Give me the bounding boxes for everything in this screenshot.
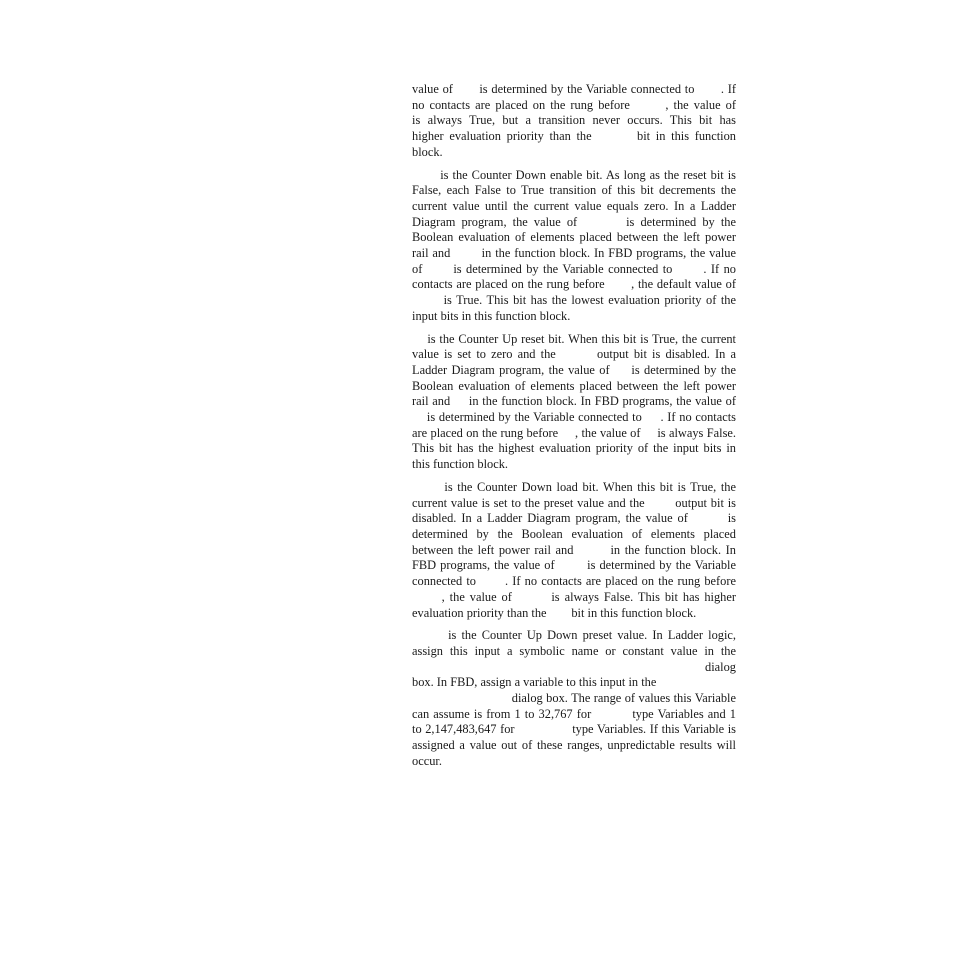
paragraph-preset-value <box>412 628 736 769</box>
text-line: Boolean evaluation of elements placed between the left power <box>412 230 736 245</box>
text-line: are placed on the rung before , the value of is always False. <box>412 425 736 440</box>
text-line: is the Counter Up Down preset value. In Ladder logic, <box>412 628 736 643</box>
paragraph-load-bit <box>412 480 736 621</box>
text-line: is determined by the Variable connected to . If no contacts <box>412 410 736 425</box>
text-line: occur. <box>412 753 442 768</box>
text-line: to 2,147,483,647 for type Variables. If this Variable is <box>412 722 736 737</box>
text-column <box>412 82 736 777</box>
paragraph-count-up-input <box>412 82 736 161</box>
text-line: Boolean evaluation of elements placed between the left power <box>412 378 736 393</box>
text-line: this function block. <box>412 457 509 472</box>
text-line: value of is determined by the Variable connected to . If <box>412 82 736 96</box>
text-line: is always True, but a transition never occurs. This bit has <box>412 113 736 128</box>
text-line: contacts are placed on the rung before , the default value of <box>412 277 736 292</box>
text-line: input bits in this function block. <box>412 308 571 323</box>
paragraph-reset-bit <box>412 332 736 473</box>
text-line: between the left power rail and in the function block. In <box>412 542 736 557</box>
text-line: False, each False to True transition of this bit decrements the <box>412 183 736 198</box>
text-line: evaluation priority than the bit in this function block. <box>412 605 697 620</box>
text-line: assigned a value out of these ranges, unpredictable results will <box>412 738 736 753</box>
text-line: dialog box. The range of values this Variable <box>412 691 736 706</box>
text-line: can assume is from 1 to 32,767 for type Variables and 1 <box>412 706 736 721</box>
text-line: Ladder Diagram program, the value of is determined by the <box>412 362 736 377</box>
text-line: current value until the current value equals zero. In a Ladder <box>412 198 736 213</box>
text-line: dialog <box>705 659 736 674</box>
text-line: , the value of is always False. This bit has higher <box>412 589 736 604</box>
text-line: rail and in the function block. In FBD programs, the value <box>412 246 736 261</box>
text-line: connected to . If no contacts are placed on the rung before <box>412 574 736 589</box>
text-line: is the Counter Down load bit. When this bit is True, the <box>412 479 736 494</box>
text-line: Diagram program, the value of is determined by the <box>412 214 736 229</box>
text-line: determined by the Boolean evaluation of elements placed <box>412 526 736 541</box>
text-line: of is determined by the Variable connected to . If no <box>412 261 736 276</box>
text-line: block. <box>412 144 443 159</box>
text-line: is the Counter Down enable bit. As long as the reset bit is <box>412 167 736 182</box>
text-line: FBD programs, the value of is determined by the Variable <box>412 558 736 573</box>
text-line: This bit has the highest evaluation priority of the input bits in <box>412 441 736 456</box>
text-line: value is set to zero and the output bit is disabled. In a <box>412 347 736 362</box>
paragraph-count-down-enable <box>412 168 736 325</box>
text-line: is the Counter Up reset bit. When this bit is True, the current <box>412 331 736 346</box>
text-line: assign this input a symbolic name or constant value in the <box>412 643 736 658</box>
text-line: higher evaluation priority than the bit in this function <box>412 129 736 144</box>
text-line: no contacts are placed on the rung before , the value of <box>412 97 736 112</box>
text-line: box. In FBD, assign a variable to this input in the <box>412 675 657 690</box>
text-line: current value is set to the preset value and the output bit is <box>412 495 736 510</box>
text-line: disabled. In a Ladder Diagram program, the value of is <box>412 511 736 526</box>
text-line: is True. This bit has the lowest evaluation priority of the <box>412 293 736 308</box>
text-line: rail and in the function block. In FBD programs, the value of <box>412 394 736 409</box>
